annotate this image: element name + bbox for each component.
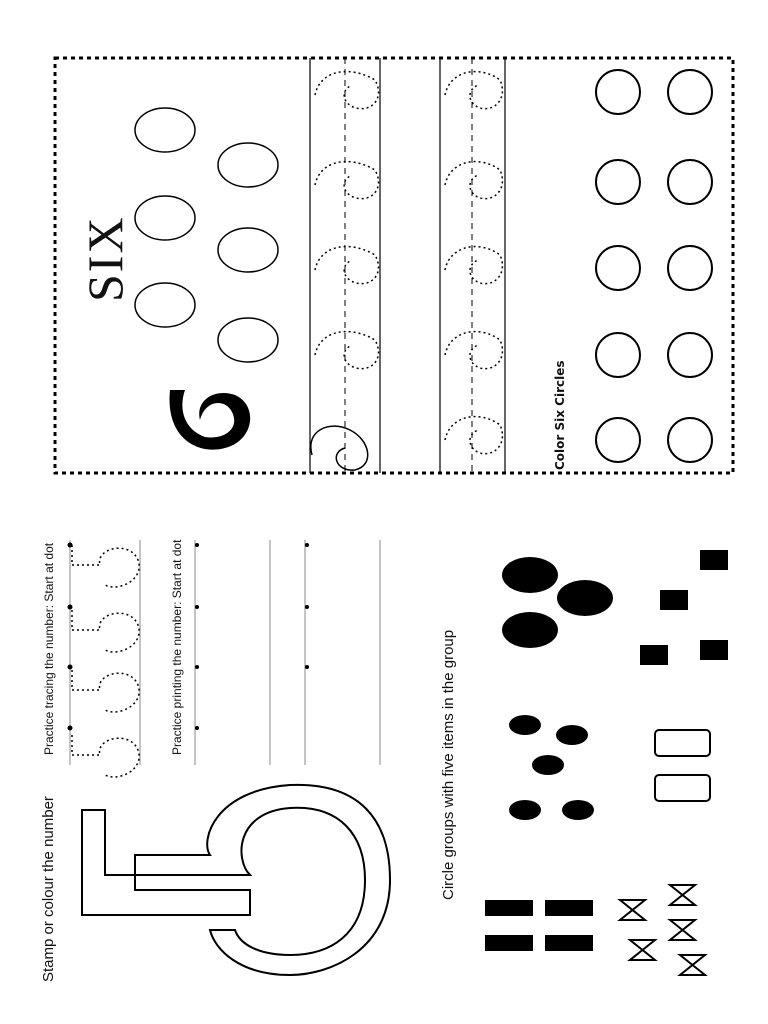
circle-groups-instruction: Circle groups with five items in the group <box>440 629 457 900</box>
hourglass-group-icon <box>620 885 705 975</box>
dotted-fives <box>72 545 139 777</box>
alien-head-group-icon <box>502 557 613 648</box>
printing-instruction: Practice printing the number: Start at dot <box>170 539 184 755</box>
big-number-six <box>170 390 251 450</box>
color-circles-instruction: Color Six Circles <box>553 360 567 470</box>
big-number-five-outline <box>82 785 390 975</box>
tracing-instruction: Practice tracing the number: Start at dot <box>42 542 56 755</box>
color-circles[interactable] <box>596 70 712 462</box>
start-dots <box>68 543 310 731</box>
dotted-sixes <box>315 72 502 454</box>
graduation-cap-group-icon <box>640 550 728 665</box>
baby-bottle-group-icon <box>485 900 593 951</box>
trace-six-midlines <box>345 58 472 473</box>
stamp-instruction: Stamp or colour the number <box>40 796 57 982</box>
solid-six-example <box>311 426 368 470</box>
right-panel-border <box>55 58 733 473</box>
number-word-six: SIX <box>77 215 133 302</box>
trash-can-group-icon <box>655 730 710 801</box>
lips-group-icon <box>509 715 594 820</box>
animal-group-icon <box>135 108 278 362</box>
trace-six-lanes <box>310 58 505 473</box>
